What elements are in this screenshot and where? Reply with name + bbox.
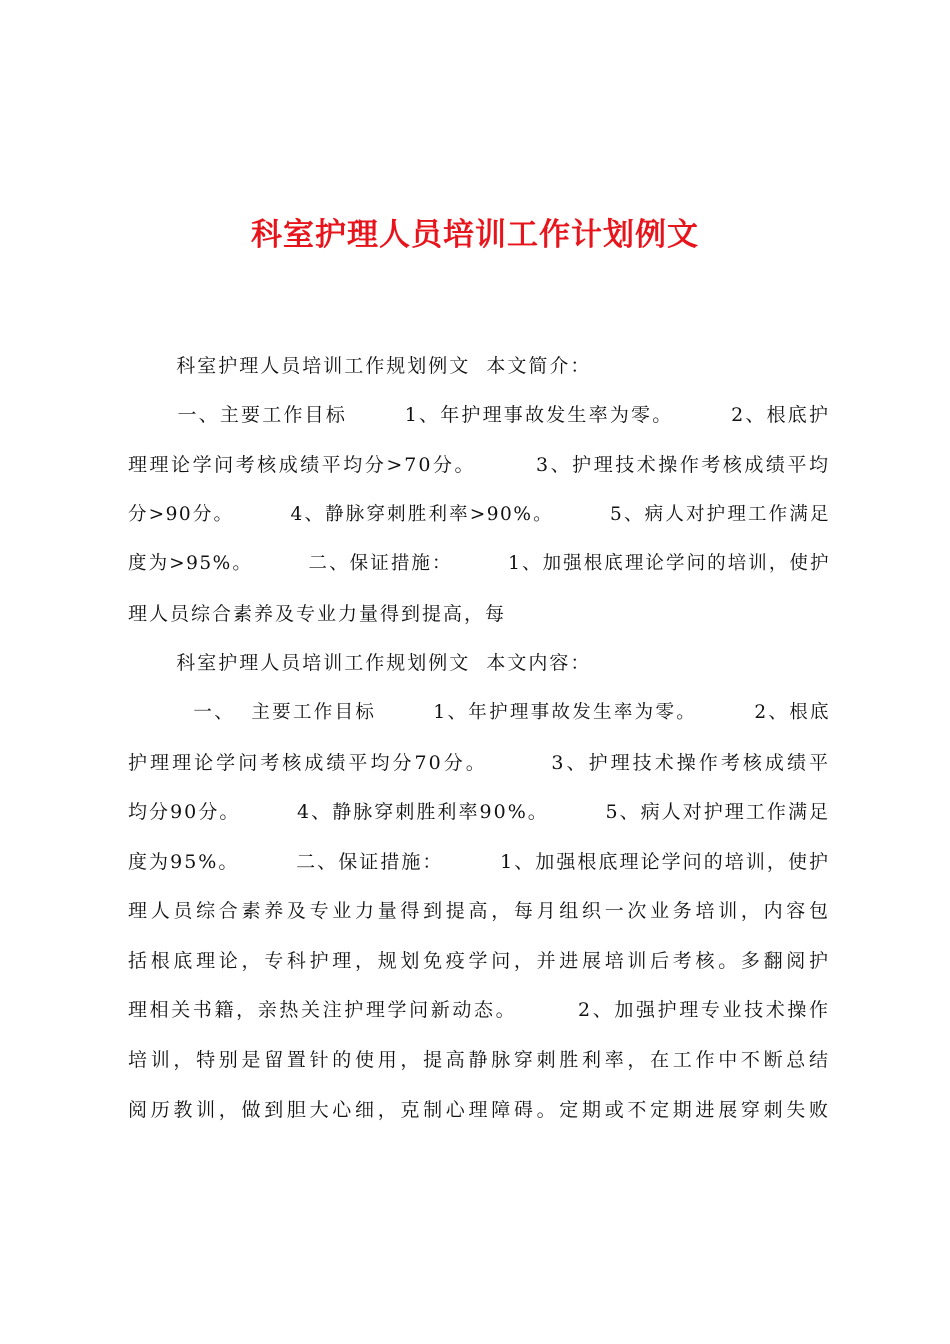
paragraph-line: 理人员综合素养及专业力量得到提高，每月组织一次业务培训，内容包 [128, 900, 830, 922]
paragraph-line: 一、 主要工作目标 1、年护理事故发生率为零。 2、根底 [128, 702, 830, 723]
paragraph-line: 度为>95%。 二、保证措施： 1、加强根底理论学问的培训，使护 [128, 553, 830, 574]
paragraph-line: 培训，特别是留置针的使用，提高静脉穿刺胜利率，在工作中不断总结 [128, 1049, 830, 1071]
paragraph-line: 护理理论学问考核成绩平均分70分。 3、护理技术操作考核成绩平 [128, 752, 830, 774]
paragraph-line: 理人员综合素养及专业力量得到提高，每 [128, 603, 507, 625]
paragraph-line: 阅历教训，做到胆大心细，克制心理障碍。定期或不定期进展穿刺失败 [128, 1099, 830, 1121]
paragraph-line: 分>90分。 4、静脉穿刺胜利率>90%。 5、病人对护理工作满足 [128, 504, 830, 525]
paragraph-line: 科室护理人员培训工作规划例文 本文简介： [128, 355, 592, 377]
paragraph-line: 括根底理论，专科护理，规划免疫学问，并进展培训后考核。多翻阅护 [128, 950, 830, 972]
paragraph-line: 理相关书籍，亲热关注护理学问新动态。 2、加强护理专业技术操作 [128, 999, 830, 1021]
paragraph-line: 科室护理人员培训工作规划例文 本文内容： [128, 652, 592, 674]
document-title: 科室护理人员培训工作计划例文 [251, 217, 699, 253]
paragraph-line: 度为95%。 二、保证措施： 1、加强根底理论学问的培训，使护 [128, 851, 830, 873]
paragraph-line: 均分90分。 4、静脉穿刺胜利率90%。 5、病人对护理工作满足 [128, 801, 830, 823]
paragraph-line: 理理论学问考核成绩平均分>70分。 3、护理技术操作考核成绩平均 [128, 454, 830, 476]
paragraph-line: 一、主要工作目标 1、年护理事故发生率为零。 2、根底护 [128, 404, 830, 426]
